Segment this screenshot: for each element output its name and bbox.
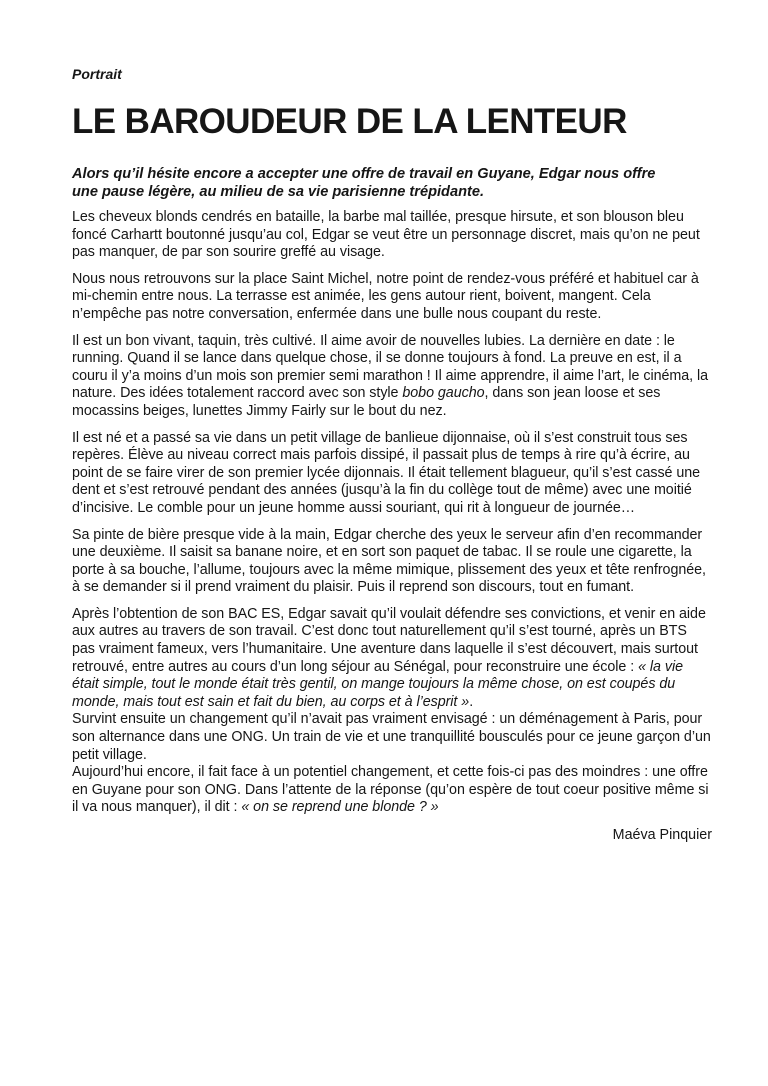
italic-text-run: bobo gaucho xyxy=(402,385,485,402)
text-run: Il est un bon vivant, taquin, très cultivé. Il aime avoir de nouvelles lubies. La dernière en date : le running. Quand il se lance dans quelque chose, il se donne toujours à fond. La preuve en est, il a couru il y’a moins d’un mois son premier semi marathon ! Il aime apprendre, il aime l’art, le cinéma, la nature. Des idées totalement raccord avec son style xyxy=(72,332,709,402)
paragraph xyxy=(72,333,712,421)
text-run: Nous nous retrouvons sur la place Saint Michel, notre point de rendez-vous préféré et habituel car à mi-chemin entre nous. La terrasse est animée, les gens autour rient, boivent, mangent. Cela n’empêche pas notre conversation, enfermée dans une bulle nous coupant du reste. xyxy=(72,270,699,322)
text-run: Survint ensuite un changement qu’il n’avait pas vraiment envisagé : un déménagement à Paris, pour son alternance dans une ONG. Un train de vie et une tranquillité bousculés pour ce jeune garçon d’un petit village. xyxy=(72,711,711,763)
text-run: Les cheveux blonds cendrés en bataille, la barbe mal taillée, presque hirsute, et son blouson bleu foncé Carhartt boutonné jusqu’au col, Edgar se veut être un personnage discret, mais qu’on ne peut pas manquer, de par son sourire greffé au visage. xyxy=(72,209,700,261)
text-run: Après l’obtention de son BAC ES, Edgar savait qu’il voulait défendre ses convictions, et venir en aide aux autres au travers de son travail. C’est donc tout naturellement qu’il s’est tourné, après un BTS pas vraiment fameux, vers l’humanitaire. Une aventure dans laquelle il s’est découvert, mais surtout retrouvé, entre autres au cours d’un long séjour au Sénégal, pour reconstruire une école : xyxy=(72,605,706,675)
text-run: Sa pinte de bière presque vide à la main, Edgar cherche des yeux le serveur afin d’en recommander une deuxième. Il saisit sa banane noire, et en sort son paquet de tabac. Il se roule une cigarette, la porte à sa bouche, l’allume, toujours avec la même mimique, plissement des yeux et tête renfrognée, à se demander si il prend vraiment du plaisir. Puis il reprend son discours, tout en fumant. xyxy=(72,526,706,596)
paragraph xyxy=(72,606,712,712)
lead-paragraph: Alors qu’il hésite encore a accepter une offre de travail en Guyane, Edgar nous offre une pause légère, au milieu de sa vie parisienne trépidante. xyxy=(72,166,656,200)
text-run: , dans son jean loose et ses mocassins beiges, lunettes Jimmy Fairly sur le bout du nez. xyxy=(72,385,661,419)
author-signature: Maéva Pinquier xyxy=(612,827,712,843)
italic-text-run: « la vie était simple, tout le monde était très gentil, on mange toujours la même chose, on est coupés du monde, mais tout est sain et fait du bien, au corps et à l’esprit » xyxy=(72,658,683,710)
kicker: Portrait xyxy=(72,66,122,82)
paragraph xyxy=(72,430,712,518)
text-run: Il est né et a passé sa vie dans un petit village de banlieue dijonnaise, où il s’est construit tous ses repères. Élève au niveau correct mais parfois dissipé, il passait plus de temps à rire qu’à écrire, au point de se faire virer de son premier lycée dijonnais. Il était tellement blagueur, qu’il s’est cassé une dent et s’est retrouvé pendant des années (jusqu’à la fin du collège tout de même) avec une moitié d’incisive. Le comble pour un jeune homme aussi souriant, qui rit à longueur de journée… xyxy=(72,429,701,516)
paragraph xyxy=(72,527,712,597)
page-title: LE BAROUDEUR DE LA LENTEUR xyxy=(72,102,627,141)
text-run: Aujourd’hui encore, il fait face à un potentiel changement, et cette fois-ci pas des moindres : une offre en Guyane pour son ONG. Dans l’attente de la réponse (qu’on espère de tout coeur positive même si il va nous manquer), il dit : xyxy=(72,764,709,816)
text-run: . xyxy=(469,693,474,710)
paragraph xyxy=(72,711,712,764)
article-body xyxy=(72,209,712,817)
paragraph xyxy=(72,271,712,324)
italic-text-run: « on se reprend une blonde ? » xyxy=(241,799,439,816)
paragraph xyxy=(72,209,712,262)
paragraph xyxy=(72,764,712,817)
